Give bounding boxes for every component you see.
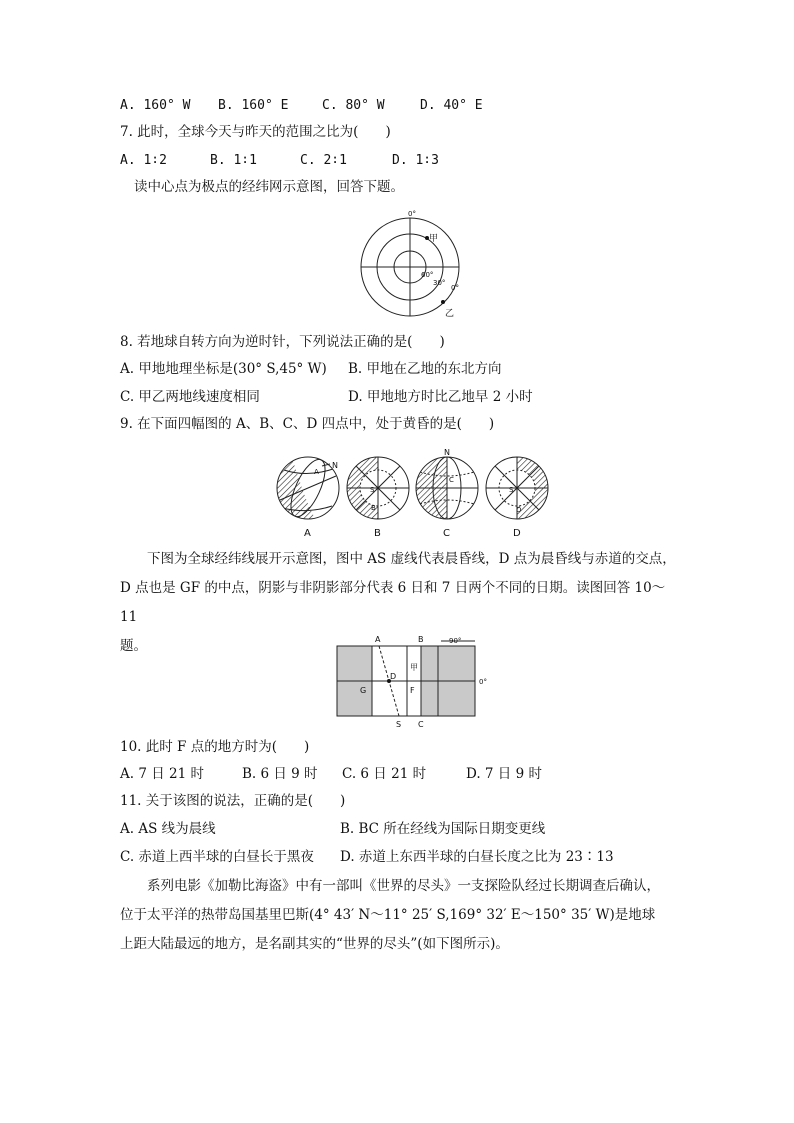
expanded-grid-figure — [330, 634, 500, 734]
globe-b — [347, 448, 409, 528]
q10-option-c: C. 6 日 21 时 — [342, 766, 427, 782]
q6-option-a: A. 160° W — [120, 98, 191, 113]
polar-lat-0: 0° — [451, 284, 459, 292]
polar-grid-figure — [355, 208, 475, 318]
grid-label-90: 90° — [449, 637, 462, 645]
globe-c-caption: C — [443, 528, 450, 539]
globe-c — [416, 448, 478, 528]
grid-intro-line-3: 题。 — [120, 638, 147, 654]
globe-c-point: C — [449, 476, 454, 484]
globe-a — [272, 448, 339, 528]
grid-label-g: G — [360, 686, 367, 695]
grid-label-0: 0° — [479, 678, 487, 686]
grid-label-jia: 甲 — [410, 663, 418, 672]
q7-stem: 7. 此时，全球今天与昨天的范围之比为( ) — [120, 124, 391, 140]
globe-a-n-label: N — [332, 461, 338, 470]
polar-lat-60: 60° — [421, 271, 434, 279]
q8-stem: 8. 若地球自转方向为逆时针，下列说法正确的是( ) — [120, 334, 445, 350]
q11-option-d: D. 赤道上东西半球的白昼长度之比为 23∶13 — [340, 849, 614, 865]
globe-d-point: D — [516, 506, 522, 514]
grid-label-c: C — [418, 720, 424, 729]
q6-option-b: B. 160° E — [218, 98, 289, 113]
q10-option-d: D. 7 日 9 时 — [466, 766, 542, 782]
q8-option-d: D. 甲地地方时比乙地早 2 小时 — [348, 389, 533, 405]
q8-option-c: C. 甲乙两地线速度相同 — [120, 389, 260, 405]
kiribati-line-1: 系列电影《加勒比海盗》中有一部叫《世界的尽头》一支探险队经过长期调查后确认， — [147, 878, 660, 894]
polar-yi-label: 乙 — [445, 309, 455, 319]
globe-c-n-label: N — [444, 448, 450, 457]
q10-option-b: B. 6 日 9 时 — [242, 766, 318, 782]
globe-d-s-label: S — [509, 486, 514, 494]
kiribati-line-3: 上距大陆最远的地方，是名副其实的“世界的尽头”(如下图所示)。 — [120, 936, 509, 952]
globe-a-point: A — [314, 468, 319, 476]
q7-option-c: C. 2∶1 — [300, 153, 347, 168]
polar-jia-label: 甲 — [429, 234, 439, 244]
polar-lat-30: 30° — [433, 279, 446, 287]
grid-intro-line-2: D 点也是 GF 的中点，阴影与非阴影部分代表 6 日和 7 日两个不同的日期。读图回答 10～11 — [120, 580, 666, 625]
q11-option-b: B. BC 所在经线为国际日期变更线 — [340, 821, 546, 837]
q9-stem: 9. 在下面四幅图的 A、B、C、D 四点中，处于黄昏的是( ) — [120, 416, 495, 432]
grid-label-a: A — [375, 635, 381, 644]
globe-a-caption: A — [304, 528, 311, 539]
grid-label-s: S — [396, 720, 402, 729]
q11-option-a: A. AS 线为晨线 — [120, 821, 216, 837]
q8-option-b: B. 甲地在乙地的东北方向 — [348, 361, 502, 377]
globe-d — [486, 448, 548, 528]
q7-option-a: A. 1∶2 — [120, 153, 167, 168]
polar-intro: 读中心点为极点的经纬网示意图，回答下题。 — [134, 179, 404, 195]
globe-b-point: B — [371, 504, 376, 512]
q10-option-a: A. 7 日 21 时 — [120, 766, 204, 782]
grid-label-d: D — [390, 672, 397, 681]
q7-option-d: D. 1∶3 — [392, 153, 439, 168]
globes-figure — [272, 448, 557, 543]
kiribati-paragraph — [120, 872, 680, 959]
polar-top-label: 0° — [408, 210, 416, 218]
q6-option-d: D. 40° E — [420, 98, 483, 113]
globe-b-caption: B — [374, 528, 381, 539]
globe-d-caption: D — [513, 528, 521, 539]
grid-intro-line-1: 下图为全球经纬线展开示意图，图中 AS 虚线代表晨昏线，D 点为晨昏线与赤道的交点， — [147, 551, 676, 567]
grid-label-f: F — [410, 686, 415, 695]
globe-b-s-label: S — [370, 486, 375, 494]
q7-option-b: B. 1∶1 — [210, 153, 257, 168]
q10-stem: 10. 此时 F 点的地方时为( ) — [120, 739, 310, 755]
q8-option-a: A. 甲地地理坐标是(30° S,45° W) — [120, 361, 327, 377]
q11-option-c: C. 赤道上西半球的白昼长于黑夜 — [120, 849, 314, 865]
q6-option-c: C. 80° W — [322, 98, 385, 113]
kiribati-line-2: 位于太平洋的热带岛国基里巴斯(4° 43′ N～11° 25′ S,169° 32′ E～150° 35′ W)是地球 — [120, 907, 656, 923]
q11-stem: 11. 关于该图的说法，正确的是( ) — [120, 793, 346, 809]
grid-label-b: B — [418, 635, 424, 644]
